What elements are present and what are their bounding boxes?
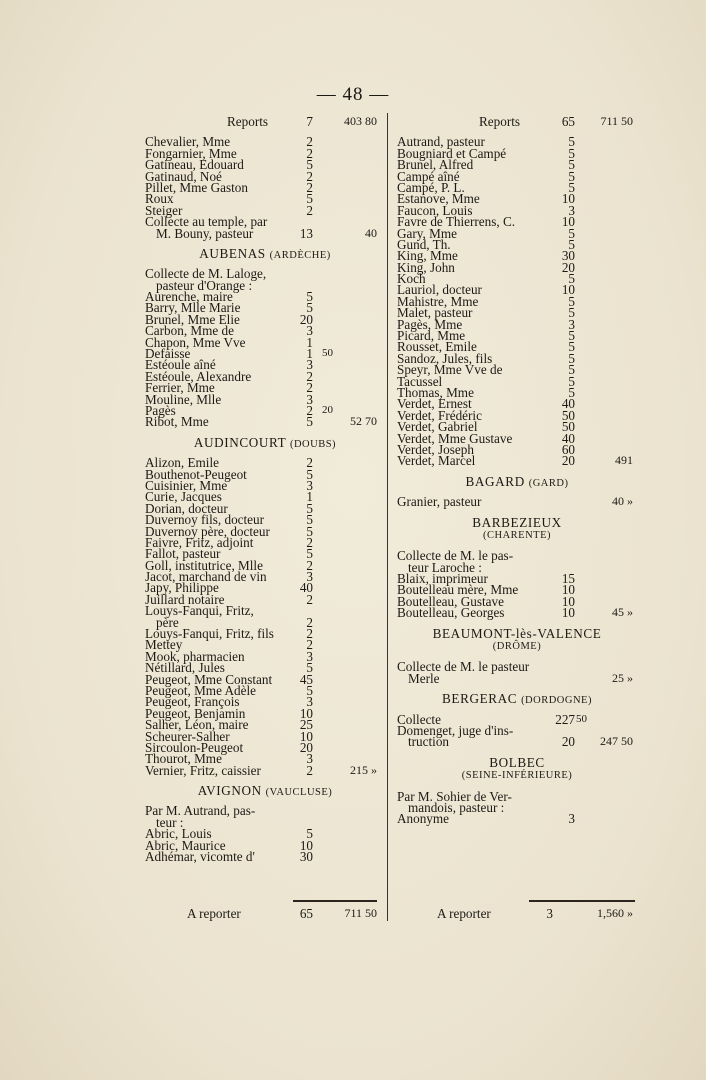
amount-francs: 50 [561, 419, 575, 435]
amount-francs: 2 [306, 626, 313, 642]
footer-amount: 3 [546, 906, 553, 921]
donor-name: Faivre, Fritz, adjoint [145, 534, 254, 550]
amount-francs: 5 [306, 466, 313, 482]
amount-francs: 5 [568, 328, 575, 344]
right-column [397, 116, 637, 825]
amount-francs: 30 [561, 248, 575, 264]
section-subheading: (CHARENTE) [483, 529, 551, 541]
donor-name: teur : [156, 814, 184, 830]
donor-name: Collecte de M. le pas- [397, 548, 514, 564]
amount-francs: 3 [306, 477, 313, 493]
amount-francs: 3 [568, 316, 575, 332]
amount-francs: 5 [568, 157, 575, 173]
donor-name: Campé aîné [397, 168, 460, 184]
amount-francs: 7 [306, 114, 313, 129]
amount-francs: 1 [306, 489, 313, 505]
donor-row [397, 453, 637, 469]
donor-name: King, Mme [397, 248, 458, 264]
donor-row [145, 849, 385, 865]
amount-francs: 2 [306, 134, 313, 150]
donor-name: Verdet, Mme Gustave [397, 430, 513, 446]
donor-name: Thomas, Mme [397, 384, 474, 400]
amount-francs: 40 [561, 396, 575, 412]
footer-total: 711 50 [344, 906, 377, 920]
amount-francs: 2 [306, 168, 313, 184]
subtotal: 25 » [612, 670, 633, 685]
donor-name: Collecte de M. Laloge, [145, 266, 267, 282]
donor-row [397, 259, 637, 275]
subtotal: 40 » [612, 494, 633, 509]
amount-francs: 5 [306, 191, 313, 207]
amount-francs: 5 [568, 350, 575, 366]
amount-francs: 5 [568, 362, 575, 378]
amount-francs: 10 [561, 605, 575, 621]
donor-name: Peugeot, Mme Adèle [145, 682, 256, 698]
footer-total: 1,560 » [597, 906, 633, 920]
donor-name: Favre de Thierrens, C. [397, 214, 516, 230]
amount-francs: 2 [306, 534, 313, 550]
donor-name: Barry, Mlle Marie [145, 300, 241, 316]
amount-francs: 10 [299, 728, 313, 744]
column-divider [387, 113, 388, 921]
amount-francs: 1 [306, 346, 313, 362]
amount-francs: 45 [299, 671, 313, 687]
amount-francs: 2 [306, 591, 313, 607]
donor-name: Gary, Mme [397, 225, 457, 241]
subtotal: 247 50 [600, 734, 633, 749]
donor-row [145, 762, 385, 778]
donor-name: Verdet, Gabriel [397, 419, 478, 435]
donor-row [145, 225, 385, 241]
amount-cents: 50 [576, 712, 587, 725]
amount-francs: 2 [306, 368, 313, 384]
donor-name: Pillet, Mme Gaston [145, 179, 248, 195]
amount-cents: 50 [322, 347, 333, 360]
amount-francs: 227 [555, 711, 575, 727]
section-heading: AUDINCOURT (DOUBS) [193, 434, 337, 450]
amount-francs: 5 [568, 145, 575, 161]
amount-francs: 1 [306, 334, 313, 350]
amount-francs: 30 [299, 849, 313, 865]
donor-name: Gatineau, Edouard [145, 157, 244, 173]
donor-name: Goll, institutrice, Mlle [145, 557, 263, 573]
amount-francs: 3 [306, 751, 313, 767]
amount-francs: 20 [561, 453, 575, 469]
footer-label: A reporter [437, 906, 491, 921]
donor-name: pasteur d'Orange : [156, 277, 253, 293]
amount-francs: 3 [306, 391, 313, 407]
donor-name: Nétillard, Jules [145, 660, 225, 676]
amount-francs: 5 [306, 289, 313, 305]
footer-amount: 65 [299, 906, 313, 921]
donor-name: Peugeot, Mme Constant [145, 671, 273, 687]
donor-name: Gatinaud, Noé [145, 168, 222, 184]
section-heading: BEAUMONT-lès-VALENCE [432, 625, 602, 641]
amount-francs: 5 [306, 300, 313, 316]
amount-francs: 2 [306, 202, 313, 218]
donor-name: Thourot, Mme [145, 751, 222, 767]
donor-name: Collecte de M. le pasteur [397, 659, 530, 675]
amount-francs: 5 [306, 660, 313, 676]
donor-name: Lauriol, docteur [397, 282, 482, 298]
donor-name: Tacussel [397, 373, 443, 389]
donor-name: Blaix, imprimeur [397, 571, 488, 587]
amount-francs: 5 [306, 157, 313, 173]
amount-francs: 5 [568, 134, 575, 150]
amount-francs: 5 [568, 373, 575, 389]
donor-name: Malet, pasteur [397, 305, 473, 321]
donor-name: Verdet, Frédéric [397, 407, 482, 423]
subtotal: 45 » [612, 605, 633, 620]
donor-name: Defaisse [145, 346, 191, 362]
donor-name: Reports [479, 114, 521, 129]
donor-name: Ferrier, Mme [145, 380, 215, 396]
donor-name: M. Bouny, pasteur [156, 225, 254, 241]
amount-francs: 10 [561, 214, 575, 230]
amount-francs: 2 [306, 557, 313, 573]
section-heading: AVIGNON (VAUCLUSE) [197, 783, 333, 799]
donor-name: père [156, 614, 179, 630]
section-subheading: (SEINE-INFÉRIEURE) [461, 770, 573, 782]
amount-francs: 2 [306, 455, 313, 471]
donor-name: Vernier, Fritz, caissier [145, 762, 261, 778]
amount-francs: 5 [306, 512, 313, 528]
donor-name: Scheurer-Salher [145, 728, 230, 744]
amount-francs: 3 [306, 694, 313, 710]
left-column [145, 114, 385, 865]
donor-row [397, 811, 637, 827]
donor-row [397, 670, 637, 686]
donor-name: Cuisinier, Mme [145, 477, 228, 493]
amount-francs: 13 [299, 225, 313, 241]
donor-name: Mahistre, Mme [397, 293, 479, 309]
amount-francs: 10 [561, 593, 575, 609]
amount-francs: 2 [306, 179, 313, 195]
donor-name: Verdet, Ernest [397, 396, 472, 412]
donor-name: Anonyme [397, 811, 450, 827]
donor-name: Duvernoy fils, docteur [145, 512, 265, 528]
donor-name: Abric, Maurice [145, 837, 226, 853]
donor-name: Merle [408, 670, 440, 686]
amount-francs: 5 [568, 384, 575, 400]
donor-name: Brunel, Alfred [397, 157, 474, 173]
amount-francs: 10 [561, 282, 575, 298]
amount-francs: 5 [306, 500, 313, 516]
donor-name: Pagès [145, 402, 176, 418]
donor-name: Brunel, Mme Elie [145, 311, 240, 327]
amount-francs: 15 [561, 571, 575, 587]
amount-francs: 2 [306, 380, 313, 396]
donor-row [145, 603, 385, 619]
amount-francs: 65 [561, 114, 575, 129]
donor-name: Verdet, Joseph [397, 441, 474, 457]
amount-francs: 20 [561, 734, 575, 750]
donor-row [397, 734, 637, 750]
amount-francs: 3 [306, 569, 313, 585]
donor-name: Verdet, Marcel [397, 453, 476, 469]
subtotal: 711 50 [600, 114, 633, 128]
amount-francs: 5 [568, 236, 575, 252]
reports-row [145, 116, 385, 127]
amount-francs: 5 [568, 179, 575, 195]
donor-name: Granier, pasteur [397, 494, 482, 510]
amount-francs: 10 [299, 705, 313, 721]
donor-name: Louys-Fanqui, Fritz, fils [145, 626, 274, 642]
donor-name: Sandoz, Jules, fils [397, 350, 493, 366]
donor-name: Jacot, marchand de vin [145, 569, 267, 585]
donor-name: Campé, P. L. [397, 179, 465, 195]
donor-name: Reports [227, 114, 269, 129]
subtotal: 491 [615, 453, 633, 468]
amount-francs: 2 [306, 614, 313, 630]
amount-francs: 20 [299, 739, 313, 755]
subtotal: 215 » [350, 762, 377, 777]
donor-name: Bougniard et Campé [397, 145, 507, 161]
donor-name: Japy, Philippe [145, 580, 219, 596]
donor-name: Collecte au temple, par [145, 214, 268, 230]
donor-name: Collecte [397, 711, 441, 727]
donor-name: teur Laroche : [408, 559, 482, 575]
donor-name: Salher, Léon, maire [145, 717, 249, 733]
donor-name: Alizon, Emile [145, 455, 219, 471]
section-heading: BARBEZIEUX [472, 514, 562, 530]
donor-name: Abric, Louis [145, 826, 212, 842]
donor-name: Mouline, Mlle [145, 391, 222, 407]
donor-name: truction [408, 734, 450, 750]
page-number: — 48 — [316, 84, 390, 105]
amount-francs: 5 [568, 293, 575, 309]
amount-francs: 2 [306, 145, 313, 161]
donor-name: Mook, pharmacien [145, 648, 245, 664]
amount-francs: 5 [568, 305, 575, 321]
amount-francs: 40 [299, 580, 313, 596]
donor-name: Chapon, Mme Vve [145, 334, 246, 350]
amount-francs: 3 [568, 811, 575, 827]
donor-name: Peugeot, Benjamin [145, 705, 246, 721]
amount-cents: 20 [322, 403, 333, 416]
donor-name: King, John [397, 259, 455, 275]
donor-row [397, 605, 637, 621]
donor-name: Domenget, juge d'ins- [397, 722, 514, 738]
donor-name: Chevalier, Mme [145, 134, 231, 150]
section-subheading: (DRÔME) [492, 641, 542, 653]
donor-name: Pagès, Mme [397, 316, 463, 332]
donor-name: Steiger [145, 202, 183, 218]
amount-francs: 3 [568, 202, 575, 218]
subtotal: 403 80 [344, 114, 377, 128]
donor-name: Sircoulon-Peugeot [145, 739, 244, 755]
amount-francs: 5 [568, 339, 575, 355]
amount-francs: 5 [568, 225, 575, 241]
donor-row [145, 414, 385, 430]
donor-name: Autrand, pasteur [397, 134, 485, 150]
amount-francs: 10 [561, 582, 575, 598]
donor-name: Mettey [145, 637, 183, 653]
amount-francs: 25 [299, 717, 313, 733]
donor-name: Speyr, Mme Vve de [397, 362, 503, 378]
section-heading: BAGARD (GARD) [465, 473, 569, 489]
subtotal: 52 70 [350, 414, 377, 429]
donor-name: Bouthenot-Peugeot [145, 466, 247, 482]
amount-francs: 5 [568, 271, 575, 287]
donor-name: Par M. Autrand, pas- [145, 803, 256, 819]
donor-name: Aurenche, maire [145, 289, 233, 305]
donor-name: Boutelleau, Georges [397, 605, 505, 621]
amount-francs: 20 [561, 259, 575, 275]
donor-name: Par M. Sohier de Ver- [397, 788, 512, 804]
donor-name: mandois, pasteur : [408, 799, 505, 815]
section-heading: AUBENAS (ARDÈCHE) [199, 245, 331, 261]
donor-name: Estanove, Mme [397, 191, 480, 207]
amount-francs: 5 [306, 682, 313, 698]
amount-francs: 3 [306, 323, 313, 339]
donor-name: Ribot, Mme [145, 414, 209, 430]
donor-name: Rousset, Emile [397, 339, 477, 355]
reports-row [397, 116, 637, 127]
amount-francs: 20 [299, 311, 313, 327]
amount-francs: 5 [568, 168, 575, 184]
amount-francs: 60 [561, 441, 575, 457]
donor-name: Boutelleau, Gustave [397, 593, 504, 609]
amount-francs: 3 [306, 648, 313, 664]
amount-francs: 10 [561, 191, 575, 207]
section-heading: BOLBEC [489, 754, 545, 770]
donor-name: Faucon, Louis [397, 202, 473, 218]
donor-name: Boutelleau mère, Mme [397, 582, 519, 598]
donor-name: Duvernoy père, docteur [145, 523, 270, 539]
amount-francs: 50 [561, 407, 575, 423]
footer-label: A reporter [187, 906, 241, 921]
amount-francs: 2 [306, 402, 313, 418]
amount-francs: 5 [306, 414, 313, 430]
amount-francs: 2 [306, 762, 313, 778]
donor-name: Fongarnier, Mme [145, 145, 237, 161]
donor-row [145, 391, 385, 407]
footer-rule [293, 900, 377, 902]
donor-row [397, 494, 637, 510]
footer-rule [529, 900, 635, 902]
donor-name: Koch [397, 271, 426, 287]
subtotal: 40 [365, 225, 377, 240]
donor-name: Adhémar, vicomte d' [145, 849, 255, 865]
donor-name: Picard, Mme [397, 328, 466, 344]
donor-name: Gund, Th. [397, 236, 451, 252]
donor-name: Juillard notaire [145, 591, 225, 607]
amount-francs: 10 [299, 837, 313, 853]
amount-francs: 5 [306, 826, 313, 842]
donor-name: Peugeot, François [145, 694, 240, 710]
donor-name: Estéoule aîné [145, 357, 216, 373]
donor-name: Estéoule, Alexandre [145, 368, 252, 384]
amount-francs: 40 [561, 430, 575, 446]
donor-name: Dorian, docteur [145, 500, 228, 516]
amount-francs: 5 [306, 523, 313, 539]
amount-francs: 2 [306, 637, 313, 653]
donor-name: Curie, Jacques [145, 489, 222, 505]
amount-francs: 3 [306, 357, 313, 373]
section-heading: BERGERAC (DORDOGNE) [442, 691, 592, 707]
amount-francs: 5 [306, 546, 313, 562]
donor-name: Fallot, pasteur [145, 546, 221, 562]
donor-name: Carbon, Mme de [145, 323, 234, 339]
donor-name: Roux [145, 191, 174, 207]
donor-name: Louys-Fanqui, Fritz, [145, 603, 254, 619]
donor-row [145, 179, 385, 195]
